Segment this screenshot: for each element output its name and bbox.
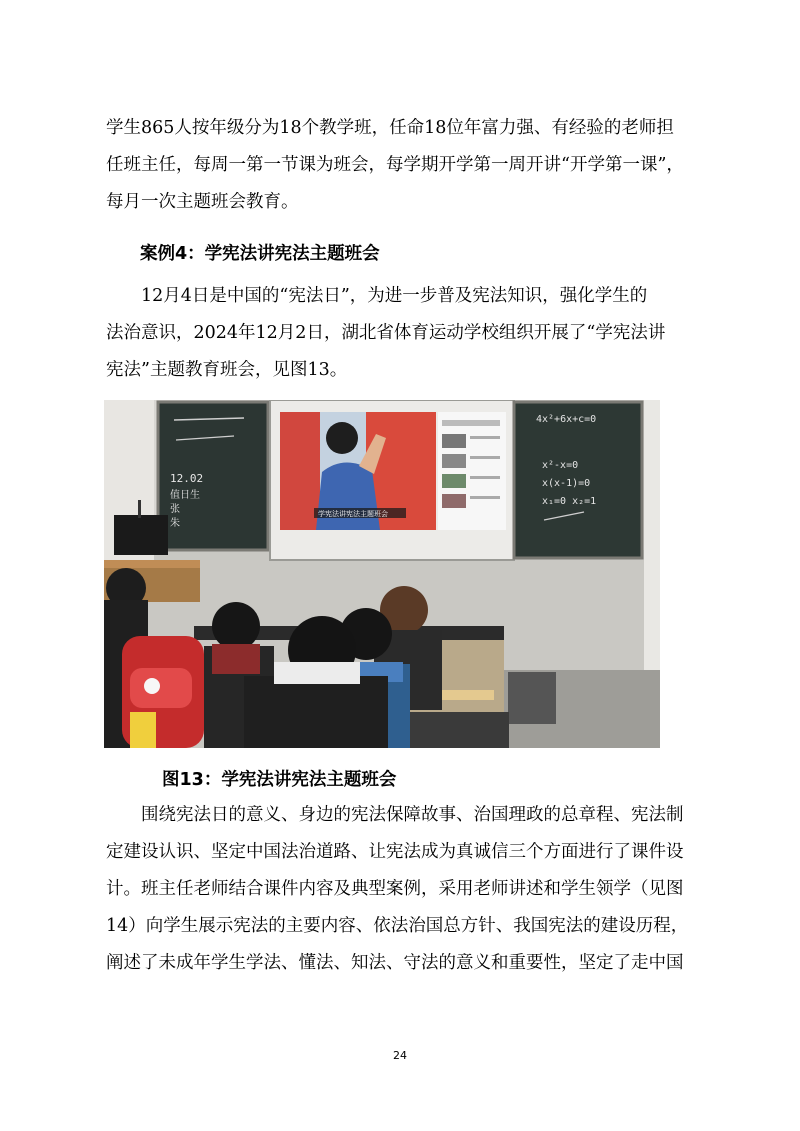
- paragraph-line: 定建设认识、坚定中国法治道路、让宪法成为真诚信三个方面进行了课件设: [106, 842, 684, 862]
- paragraph-2: [106, 278, 718, 389]
- paragraph-line: 任班主任，每周一第一节课为班会，每学期开学第一周开讲“开学第一课”，: [106, 155, 684, 175]
- paragraph-line: 计。班主任老师结合课件内容及典型案例，采用老师讲述和学生领学（见图: [106, 879, 684, 899]
- case-heading: 案例4：学宪法讲宪法主题班会: [140, 244, 380, 264]
- blackboard-math: 4x²+6x+c=0: [536, 414, 597, 425]
- blackboard-math: x(x-1)=0: [542, 478, 591, 489]
- paragraph-line: 14）向学生展示宪法的主要内容、依法治国总方针、我国宪法的建设历程，: [106, 916, 689, 936]
- blackboard-text: 朱: [170, 518, 180, 529]
- blackboard-math: x₁=0 x₂=1: [542, 496, 597, 507]
- paragraph-line: 阐述了未成年学生学法、懂法、知法、守法的意义和重要性，坚定了走中国: [106, 953, 684, 973]
- paragraph-1: [106, 110, 718, 221]
- paragraph-line: 12月4日是中国的“宪法日”，为进一步普及宪法知识，强化学生的: [141, 286, 648, 306]
- blackboard-date: 12.02: [170, 472, 204, 485]
- screen-caption: 学宪法讲宪法主题班会: [318, 510, 388, 518]
- classroom-photo: [104, 400, 660, 748]
- paragraph-line: 宪法”主题教育班会，见图13。: [106, 360, 348, 380]
- page-number: 24: [393, 1049, 407, 1062]
- paragraph-3: [106, 797, 718, 982]
- blackboard-text: 值日生: [170, 490, 200, 501]
- paragraph-line: 每月一次主题班会教育。: [106, 192, 299, 212]
- figure-caption: 图13：学宪法讲宪法主题班会: [162, 770, 397, 790]
- paragraph-line: 学生865人按年级分为18个教学班，任命18位年富力强、有经验的老师担: [106, 118, 674, 138]
- paragraph-line: 法治意识，2024年12月2日，湖北省体育运动学校组织开展了“学宪法讲: [106, 323, 666, 343]
- paragraph-line: 围绕宪法日的意义、身边的宪法保障故事、治国理政的总章程、宪法制: [141, 805, 684, 825]
- blackboard-math: x²-x=0: [542, 460, 579, 471]
- blackboard-text: 张: [170, 504, 180, 515]
